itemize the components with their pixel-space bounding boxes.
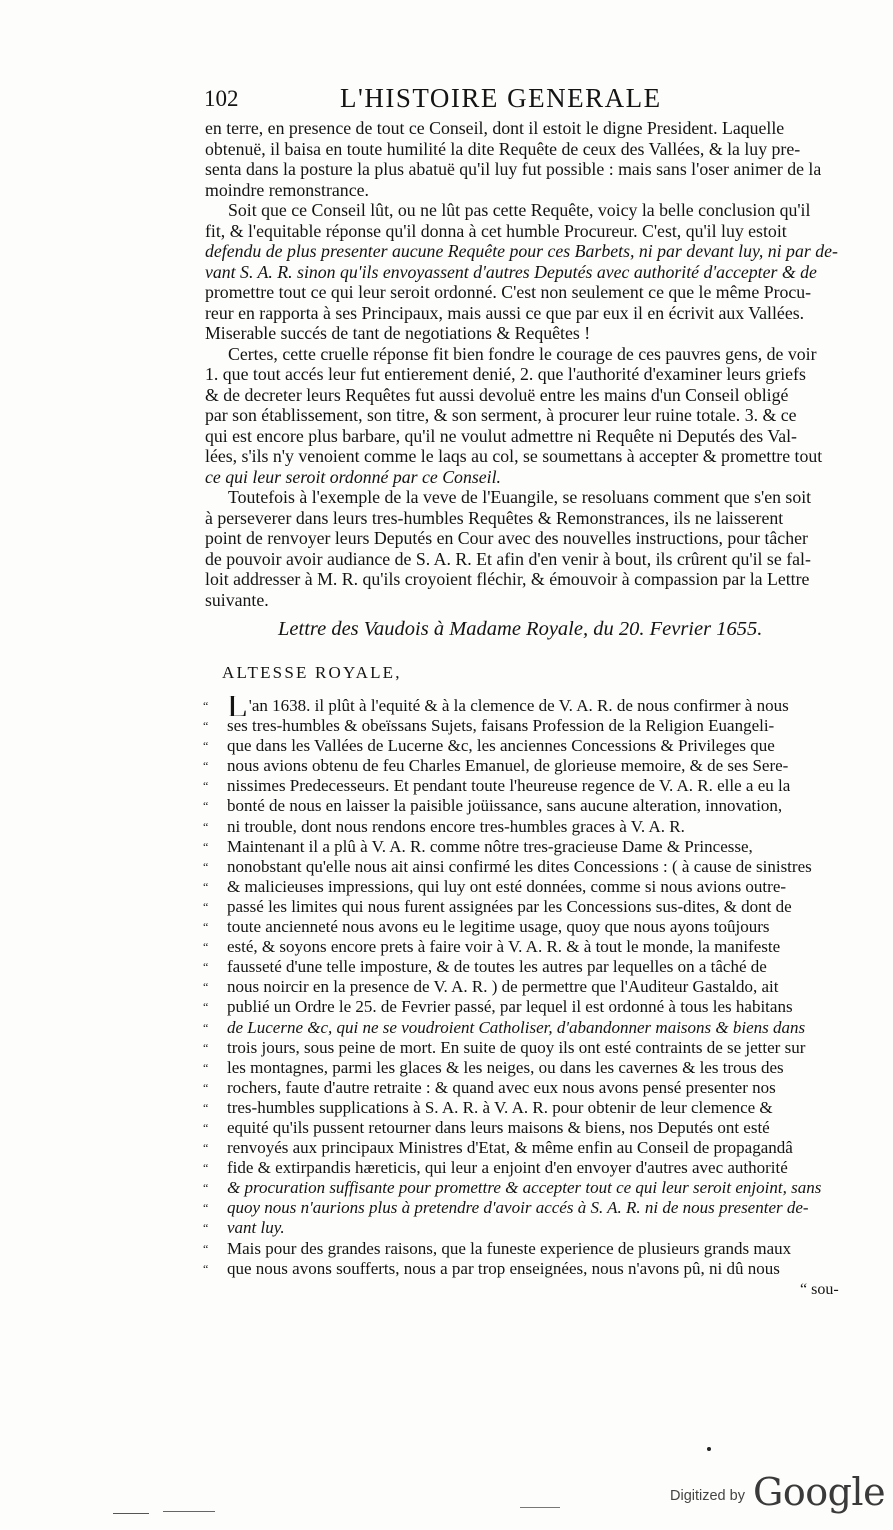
letter-line [203, 897, 851, 917]
body-line: en terre, en presence de tout ce Conseil, dont il estoit le digne President. Laquelle [205, 118, 785, 138]
body-line: à perseverer dans leurs tres-humbles Requêtes & Remonstrances, ils ne laisserent [205, 507, 784, 528]
google-logo: Google [753, 1470, 886, 1514]
letter-line [203, 1118, 851, 1138]
letter-line-text: nous noircir en la presence de V. A. R. ) de permettre que l'Auditeur Gastaldo, ait [227, 977, 779, 997]
quote-mark: “ [203, 899, 209, 914]
letter-line-text: & procuration suffisante pour promettre & accepter tout ce qui leur seroit enjoint, sans [227, 1178, 822, 1198]
letter-line [203, 1058, 851, 1078]
body-line: moindre remonstrance. [205, 179, 369, 200]
quote-mark: “ [203, 1241, 209, 1256]
letter-line [203, 957, 851, 977]
letter-line [203, 1078, 851, 1098]
running-title: L'HISTOIRE GENERALE [340, 83, 662, 113]
body-line: de pouvoir avoir audiance de S. A. R. Et afin d'en venir à bout, ils crûrent qu'il se fal- [205, 548, 811, 569]
quote-mark: “ [203, 819, 209, 834]
quote-mark: “ [203, 1000, 209, 1015]
letter-text [203, 696, 851, 1279]
body-line: Miserable succés de tant de negotiations & Requêtes ! [205, 323, 591, 343]
body-line: point de renvoyer leurs Deputés en Cour avec des nouvelles instructions, pour tâcher [205, 528, 808, 548]
body-line: Certes, cette cruelle réponse fit bien fondre le courage de ces pauvres gens, de voir [228, 343, 817, 364]
body-line: qui est encore plus barbare, qu'il ne voulut admettre ni Requête ni Deputés des Val- [205, 425, 797, 446]
letter-line-text: nonobstant qu'elle nous ait ainsi confirmé les dites Concessions : ( à cause de sinistres [227, 856, 812, 876]
letter-line [203, 1178, 851, 1198]
quote-mark: “ [203, 799, 209, 814]
salutation: ALTESSE ROYALE, [222, 663, 402, 682]
letter-line [203, 1138, 851, 1158]
quote-mark: “ [203, 1120, 209, 1135]
quote-mark: “ [203, 960, 209, 975]
letter-line-text: Mais pour des grandes raisons, que la funeste experience de plusieurs grands maux [227, 1238, 792, 1258]
body-line: suivante. [205, 589, 269, 610]
letter-line-text: renvoyés aux principaux Ministres d'Etat, & même enfin au Conseil de propagandâ [227, 1138, 793, 1158]
letter-line [203, 716, 851, 736]
quote-mark: “ [203, 1221, 209, 1236]
letter-line [203, 696, 851, 716]
quote-mark: “ [203, 879, 209, 894]
letter-line-text: trois jours, sous peine de mort. En suite de quoy ils ont esté contraints de se jetter sur [227, 1037, 806, 1057]
letter-line-text: nous avions obtenu de feu Charles Emanuel, de glorieuse memoire, & de ses Sere- [227, 756, 789, 776]
letter-line [203, 937, 851, 957]
letter-line [203, 877, 851, 897]
letter-line-text: Maintenant il a plû à V. A. R. comme nôtre tres-gracieuse Dame & Princesse, [227, 836, 753, 856]
letter-line-text: tres-humbles supplications à S. A. R. à V. A. R. pour obtenir de leur clemence & [227, 1097, 773, 1117]
letter-line-text: nissimes Predecesseurs. Et pendant toute l'heureuse regence de V. A. R. elle a eu la [227, 776, 791, 796]
letter-line [203, 776, 851, 796]
quote-mark: “ [203, 1261, 209, 1276]
letter-line [203, 817, 851, 837]
letter-line [203, 1198, 851, 1218]
quote-mark: “ [203, 719, 209, 734]
letter-line [203, 977, 851, 997]
ink-speck [707, 1447, 711, 1451]
body-line: & de decreter leurs Requêtes fut aussi devoluë entre les mains d'un Conseil obligé [205, 384, 789, 405]
letter-line [203, 857, 851, 877]
body-line: obtenuë, il baisa en toute humilité la dite Requête de ceux des Vallées, & la luy pre- [205, 138, 801, 159]
letter-line-text: les montagnes, parmi les glaces & les neiges, ou dans les cavernes & les trous des [227, 1057, 784, 1077]
letter-line-text: quoy nous n'aurions plus à pretendre d'avoir accés à S. A. R. ni de nous presenter de- [227, 1198, 809, 1218]
quote-mark: “ [203, 1161, 209, 1176]
letter-line-rest: 'an 1638. il plût à l'equité & à la clemence de V. A. R. de nous confirmer à nous [248, 696, 789, 715]
letter-line-text: rochers, faute d'autre retraite : & quand avec eux nous avons pensé presenter nos [227, 1077, 776, 1097]
quote-mark: “ [203, 779, 209, 794]
letter-line [203, 1259, 851, 1279]
letter-line-text: fide & extirpandis hæreticis, qui leur a enjoint d'en envoyer d'autres avec authorité [227, 1158, 788, 1178]
body-line: lées, s'ils n'y venoient comme le laqs au col, se soumettans à accepter & promettre tout [205, 446, 823, 466]
letter-line-text [227, 696, 851, 716]
body-line: reur en rapporta à ses Principaux, mais aussi ce que par eux il en écrivit aux Vallées. [205, 302, 805, 323]
quote-mark: “ [203, 1100, 209, 1115]
letter-line [203, 997, 851, 1017]
quote-mark: “ [203, 759, 209, 774]
page-number: 102 [204, 86, 239, 111]
quote-mark: “ [203, 940, 209, 955]
drop-cap: L [227, 696, 248, 717]
letter-line-text: que nous avons soufferts, nous a par trop enseignées, nous n'avons pû, ni dû nous [227, 1258, 780, 1278]
quote-mark: “ [203, 1181, 209, 1196]
letter-line-text: equité qu'ils pussent retourner dans leurs maisons & biens, nos Deputés ont esté [227, 1117, 770, 1137]
quote-mark: “ [203, 739, 209, 754]
body-line: 1. que tout accés leur fut entierement denié, 2. que l'authorité d'examiner leurs griefs [205, 364, 806, 384]
body-line: ce qui leur seroit ordonné par ce Conseil. [205, 466, 501, 487]
letter-line-text: fausseté d'une telle imposture, & de toutes les autres par lequelles on a tâché de [227, 957, 767, 977]
letter-line [203, 1098, 851, 1118]
letter-line-text: bonté de nous en laisser la paisible joüissance, sans aucune alteration, innovation, [227, 796, 783, 816]
letter-line [203, 1218, 851, 1238]
letter-line [203, 837, 851, 857]
catchword: “ sou- [800, 1281, 839, 1298]
quote-mark: “ [203, 859, 209, 874]
letter-line-text: toute ancienneté nous avons eu le legitime usage, quoy que nous ayons toûjours [227, 917, 770, 937]
letter-line-text: de Lucerne &c, qui ne se voudroient Catholiser, d'abandonner maisons & biens dans [227, 1017, 806, 1037]
letter-line-text: vant luy. [227, 1218, 285, 1238]
body-line: senta dans la posture la plus abatuë qu'il luy fut possible : mais sans l'oser animer de la [205, 159, 822, 179]
letter-line-text: & malicieuses impressions, qui luy ont esté données, comme si nous avions outre- [227, 876, 787, 896]
digitized-by-label: Digitized by [670, 1488, 745, 1504]
letter-line-text: publié un Ordre le 25. de Fevrier passé, par lequel il est ordonné à tous les habitans [227, 997, 793, 1017]
letter-line-text: esté, & soyons encore prets à faire voir à V. A. R. & à tout le monde, la manifeste [227, 937, 781, 957]
letter-line-text: ses tres-humbles & obeïssans Sujets, faisans Profession de la Religion Euangeli- [227, 716, 775, 736]
letter-line-text: que dans les Vallées de Lucerne &c, les anciennes Concessions & Privileges que [227, 736, 775, 756]
scan-mark [520, 1507, 560, 1508]
body-line: par son établissement, son titre, & son serment, à procurer leur ruine totale. 3. & ce [205, 405, 797, 425]
body-text [205, 118, 850, 610]
quote-mark: “ [203, 699, 209, 713]
quote-mark: “ [203, 1040, 209, 1055]
letter-line [203, 917, 851, 937]
scan-mark [163, 1511, 215, 1512]
quote-mark: “ [203, 1141, 209, 1156]
quote-mark: “ [203, 1020, 209, 1035]
letter-line [203, 756, 851, 776]
body-line: fit, & l'equitable réponse qu'il donna à cet humble Procureur. C'est, qu'il luy estoit [205, 220, 787, 241]
letter-line [203, 1038, 851, 1058]
body-line: promettre tout ce qui leur seroit ordonné. C'est non seulement ce que le même Procu- [205, 282, 812, 302]
letter-line [203, 796, 851, 816]
quote-mark: “ [203, 920, 209, 935]
letter-line-text: passé les limites qui nous furent assignées par les Concessions sus-dites, & dont de [227, 896, 792, 916]
quote-mark: “ [203, 1201, 209, 1216]
quote-mark: “ [203, 1060, 209, 1075]
letter-line [203, 1239, 851, 1259]
letter-line [203, 1018, 851, 1038]
letter-line-text: ni trouble, dont nous rendons encore tres-humbles graces à V. A. R. [227, 816, 685, 836]
body-line: Toutefois à l'exemple de la veve de l'Euangile, se resoluans comment que s'en soit [228, 487, 812, 507]
body-line: defendu de plus presenter aucune Requête pour ces Barbets, ni par devant luy, ni par de- [205, 241, 838, 261]
letter-line [203, 736, 851, 756]
letter-heading: Lettre des Vaudois à Madame Royale, du 20. Fevrier 1655. [278, 618, 763, 640]
body-line: Soit que ce Conseil lût, ou ne lût pas cette Requête, voicy la belle conclusion qu'il [228, 200, 811, 220]
letter-line [203, 1158, 851, 1178]
quote-mark: “ [203, 839, 209, 854]
scan-mark [113, 1513, 149, 1514]
quote-mark: “ [203, 1080, 209, 1095]
body-line: loit addresser à M. R. qu'ils croyoient fléchir, & émouvoir à compassion par la Lettre [205, 569, 810, 589]
body-line: vant S. A. R. sinon qu'ils envoyassent d'autres Deputés avec authorité d'accepter & de [205, 261, 817, 282]
quote-mark: “ [203, 980, 209, 995]
